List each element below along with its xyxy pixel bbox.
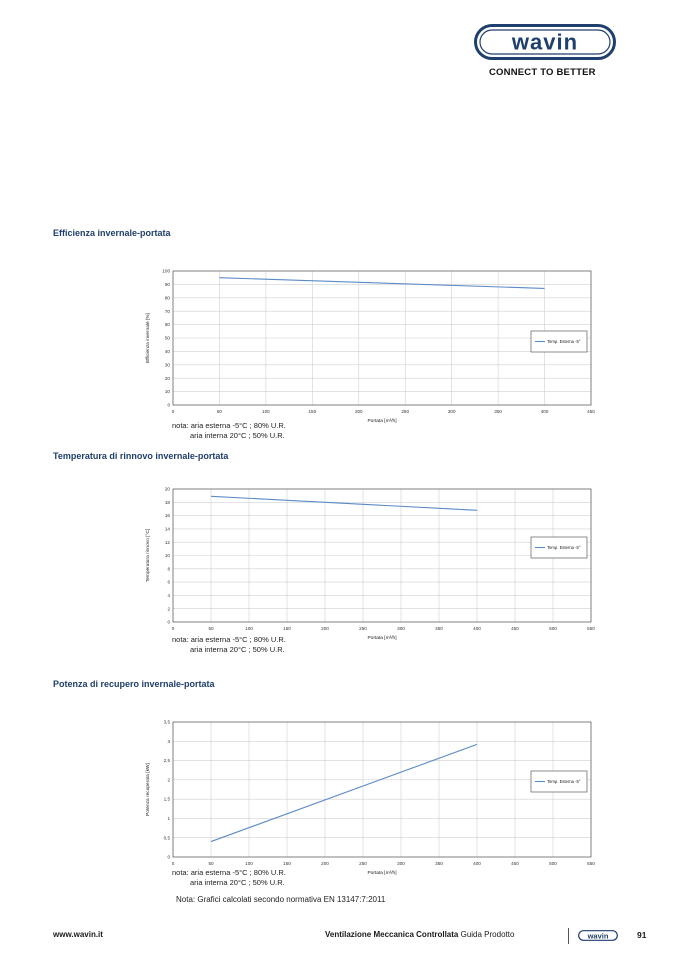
y-tick-label: 8 xyxy=(167,566,170,572)
x-tick-label: 250 xyxy=(401,409,410,414)
y-tick-label: 1,5 xyxy=(163,796,170,802)
x-tick-label: 100 xyxy=(245,626,253,631)
section-note-power xyxy=(172,868,286,887)
plot-frame xyxy=(173,722,591,857)
standard-note: Nota: Grafici calcolati secondo normativa EN 13147:7:2011 xyxy=(176,895,386,904)
note-line-2: aria interna 20°C ; 50% U.R. xyxy=(190,644,285,654)
y-tick-label: 0 xyxy=(167,402,170,408)
note-line-1: nota: aria esterna -5°C ; 80% U.R. xyxy=(172,868,286,877)
legend-label: Temp. Esterna -5° xyxy=(547,779,581,784)
x-tick-label: 200 xyxy=(354,409,363,414)
x-tick-label: 50 xyxy=(208,861,214,866)
x-tick-label: 450 xyxy=(587,409,595,414)
footer-logo-text: wavin xyxy=(587,931,609,941)
y-tick-label: 40 xyxy=(164,349,170,354)
y-tick-label: 0,5 xyxy=(163,835,170,841)
x-tick-label: 0 xyxy=(171,861,175,866)
x-tick-label: 0 xyxy=(171,409,175,414)
y-axis-label: Potenza recuperata [kW] xyxy=(146,763,151,816)
y-tick-label: 18 xyxy=(164,499,170,505)
y-tick-label: 0 xyxy=(167,619,170,625)
logo-text: wavin xyxy=(511,29,579,55)
x-tick-label: 300 xyxy=(397,626,405,631)
footer-title-rest: Guida Prodotto xyxy=(460,930,515,939)
x-tick-label: 250 xyxy=(359,626,367,631)
y-tick-label: 12 xyxy=(164,539,170,545)
x-tick-label: 250 xyxy=(359,861,367,866)
x-axis-label: Portata [m³/h] xyxy=(367,419,397,424)
series-line xyxy=(211,744,477,841)
temperature-chart xyxy=(140,482,600,644)
y-tick-label: 60 xyxy=(164,322,170,328)
y-tick-label: 100 xyxy=(162,268,170,274)
x-tick-label: 50 xyxy=(208,626,214,631)
note-line-1: nota: aria esterna -5°C ; 80% U.R. xyxy=(172,421,286,430)
y-tick-label: 0 xyxy=(167,854,170,860)
section-note-temperature xyxy=(172,635,286,654)
x-tick-label: 500 xyxy=(549,626,557,631)
y-axis-label: Temperatura rinnovo [°C] xyxy=(146,528,151,583)
footer-divider xyxy=(568,928,569,944)
x-tick-label: 500 xyxy=(549,861,557,866)
tagline: CONNECT TO BETTER xyxy=(489,67,596,78)
x-tick-label: 450 xyxy=(511,861,519,866)
x-tick-label: 400 xyxy=(540,409,549,414)
legend-label: Temp. Esterna -5° xyxy=(547,545,581,550)
y-tick-label: 80 xyxy=(164,295,170,301)
y-tick-label: 10 xyxy=(164,553,170,559)
footer-title xyxy=(325,930,514,939)
x-tick-label: 400 xyxy=(473,626,481,631)
y-tick-label: 6 xyxy=(167,579,170,585)
x-tick-label: 100 xyxy=(262,409,270,414)
wavin-logo xyxy=(474,24,616,60)
section-note-efficiency xyxy=(172,421,286,440)
section-title-efficiency: Efficienza invernale-portata xyxy=(53,228,171,238)
x-tick-label: 350 xyxy=(435,626,443,631)
x-tick-label: 0 xyxy=(171,626,175,631)
note-line-1: nota: aria esterna -5°C ; 80% U.R. xyxy=(172,635,286,644)
y-tick-label: 30 xyxy=(164,362,170,368)
x-tick-label: 150 xyxy=(283,861,291,866)
footer-title-bold: Ventilazione Meccanica Controllata xyxy=(325,930,459,939)
x-tick-label: 150 xyxy=(283,626,291,631)
series-line xyxy=(211,496,477,510)
page-number: 91 xyxy=(637,930,647,940)
y-tick-label: 14 xyxy=(164,526,170,532)
section-title-power: Potenza di recupero invernale-portata xyxy=(53,679,215,689)
x-tick-label: 200 xyxy=(321,626,329,631)
series-line xyxy=(219,278,544,289)
y-tick-label: 20 xyxy=(164,375,170,381)
y-tick-label: 20 xyxy=(164,486,170,492)
efficiency-chart xyxy=(140,264,600,426)
x-tick-label: 200 xyxy=(321,861,329,866)
x-axis-label: Portata [m³/h] xyxy=(367,871,397,876)
legend-label: Temp. Esterna -5° xyxy=(547,339,581,344)
y-tick-label: 2 xyxy=(167,777,170,783)
note-line-2: aria interna 20°C ; 50% U.R. xyxy=(190,877,285,887)
y-tick-label: 2 xyxy=(167,606,170,612)
x-tick-label: 350 xyxy=(435,861,443,866)
x-tick-label: 350 xyxy=(494,409,502,414)
y-tick-label: 10 xyxy=(164,389,170,395)
x-axis-label: Portata [m³/h] xyxy=(367,636,397,641)
y-tick-label: 2,5 xyxy=(163,758,170,764)
y-tick-label: 90 xyxy=(164,282,170,287)
y-tick-label: 1 xyxy=(167,816,170,822)
note-line-2: aria interna 20°C ; 50% U.R. xyxy=(190,430,285,440)
x-tick-label: 300 xyxy=(447,409,456,414)
y-tick-label: 70 xyxy=(164,308,170,314)
y-tick-label: 3,5 xyxy=(163,719,170,725)
x-tick-label: 450 xyxy=(511,626,519,631)
footer-url[interactable]: www.wavin.it xyxy=(53,930,103,939)
section-title-temperature: Temperatura di rinnovo invernale-portata xyxy=(53,451,229,461)
y-axis-label: Efficienza invernale [%] xyxy=(146,313,151,363)
y-tick-label: 4 xyxy=(167,593,170,598)
y-tick-label: 3 xyxy=(167,738,170,744)
x-tick-label: 300 xyxy=(397,861,405,866)
y-tick-label: 16 xyxy=(164,513,170,519)
x-tick-label: 550 xyxy=(587,861,595,866)
x-tick-label: 50 xyxy=(216,409,223,414)
y-tick-label: 50 xyxy=(164,335,170,341)
footer-wavin-logo xyxy=(578,930,618,941)
x-tick-label: 150 xyxy=(308,409,317,414)
x-tick-label: 400 xyxy=(473,861,481,866)
x-tick-label: 100 xyxy=(245,861,253,866)
x-tick-label: 550 xyxy=(587,626,595,631)
